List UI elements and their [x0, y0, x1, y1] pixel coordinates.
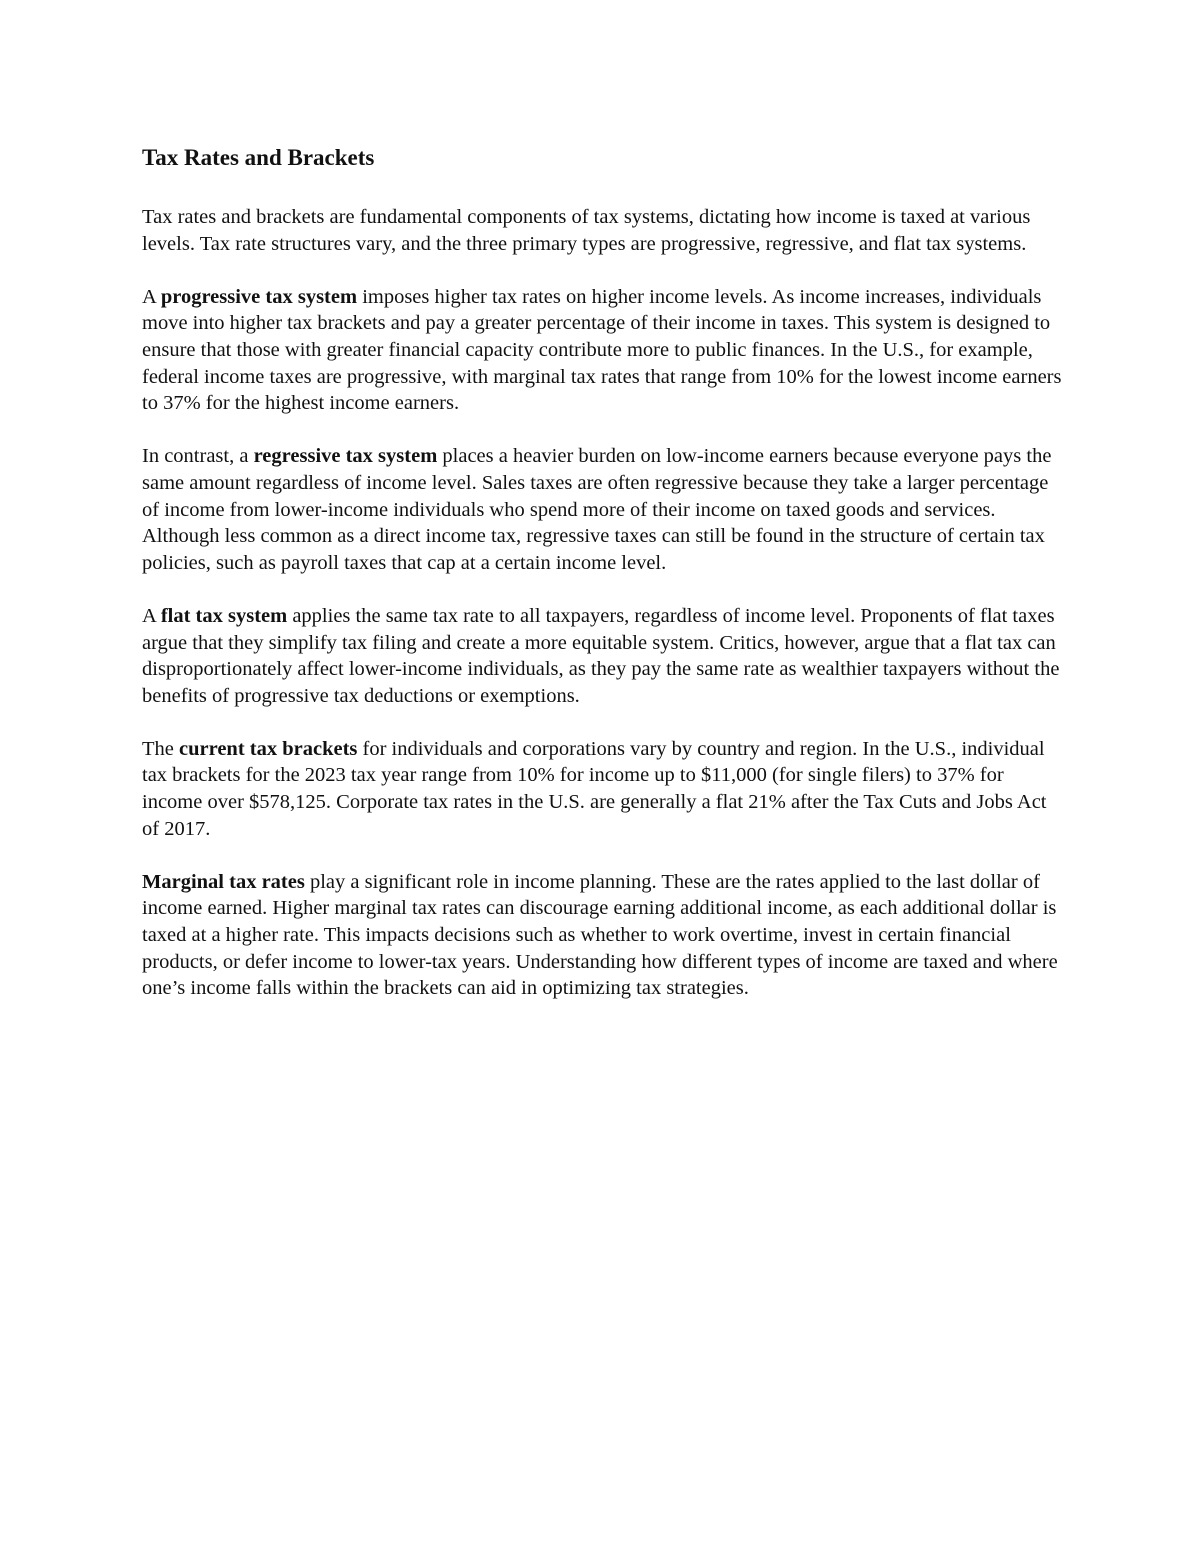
regressive-paragraph	[142, 443, 1067, 576]
marginal-text: play a significant role in income planning. These are the rates applied to the last dollar of income earned. Higher marginal tax rates can discourage earning additional income, as each additional dollar is taxed at a higher rate. This impacts decisions such as whether to work overtime, invest in certain financial products, or defer income to lower-tax years. Understanding how different types of income are taxed and where one’s income falls within the brackets can aid in optimizing tax strategies.	[142, 870, 1058, 1000]
flat-text: applies the same tax rate to all taxpayers, regardless of income level. Proponents of flat taxes argue that they simplify tax filing and create a more equitable system. Critics, however, argue that a flat tax can disproportionately affect lower-income individuals, as they pay the same rate as wealthier taxpayers without the benefits of progressive tax deductions or exemptions.	[142, 604, 1060, 707]
marginal-term: Marginal tax rates	[142, 870, 305, 893]
current-text: for individuals and corporations vary by country and region. In the U.S., individual tax brackets for the 2023 tax year range from 10% for income up to $11,000 (for single filers) to 37% for income over $578,125. Corporate tax rates in the U.S. are generally a flat 21% after the Tax Cuts and Jobs Act of 2017.	[142, 737, 1047, 840]
intro-paragraph: Tax rates and brackets are fundamental components of tax systems, dictating how income is taxed at various levels. Tax rate structures vary, and the three primary types are progressive, regressive, and flat tax systems.	[142, 206, 1031, 255]
current-term: current tax brackets	[179, 737, 358, 760]
progressive-lead: A	[142, 285, 161, 308]
progressive-paragraph	[142, 284, 1067, 417]
current-brackets-paragraph	[142, 736, 1067, 842]
current-lead: The	[142, 737, 179, 760]
document-title: Tax Rates and Brackets	[142, 145, 375, 170]
regressive-term: regressive tax system	[253, 445, 438, 468]
flat-paragraph	[142, 603, 1067, 709]
document-page	[142, 142, 1067, 1028]
regressive-lead: In contrast, a	[142, 445, 254, 468]
regressive-text: places a heavier burden on low-income earners because everyone pays the same amount regardless of income level. Sales taxes are often regressive because they take a larger percentage of income from lower-income individuals who spend more of their income on taxed goods and services. Although less common as a direct income tax, regressive taxes can still be found in the structure of certain tax policies, such as payroll taxes that cap at a certain income level.	[142, 445, 1052, 574]
progressive-term: progressive tax system	[160, 285, 358, 308]
progressive-text: imposes higher tax rates on higher income levels. As income increases, individuals move into higher tax brackets and pay a greater percentage of their income in taxes. This system is designed to ensure that those with greater financial capacity contribute more to public finances. In the U.S., for example, federal income taxes are progressive, with marginal tax rates that range from 10% for the lowest income earners to 37% for the highest income earners.	[142, 285, 1062, 415]
marginal-paragraph	[142, 869, 1067, 1002]
flat-term: flat tax system	[160, 604, 288, 627]
flat-lead: A	[142, 604, 161, 627]
